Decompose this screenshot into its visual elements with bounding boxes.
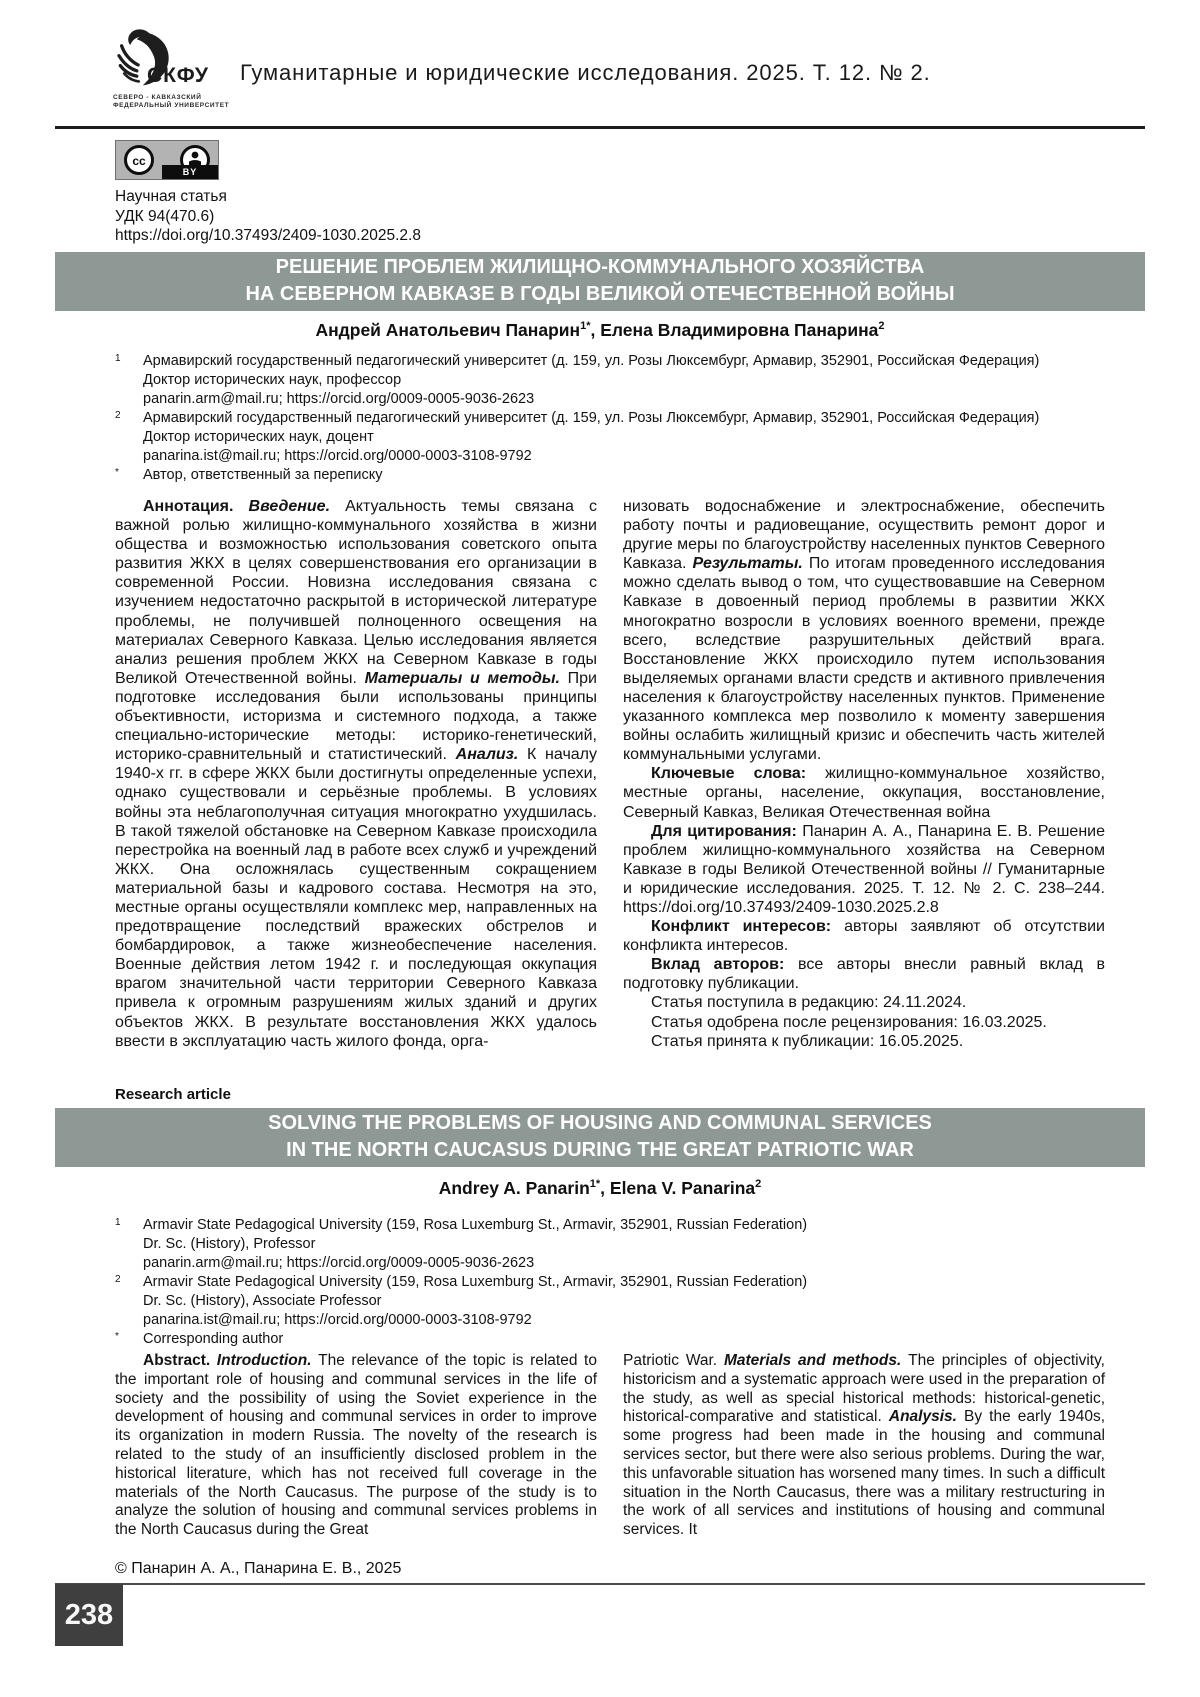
page-number: 238 (64, 1598, 114, 1631)
article-title-en-line2: IN THE NORTH CAUCASUS DURING THE GREAT PATRIOTIC WAR (286, 1139, 914, 1161)
affiliation-line: panarina.ist@mail.ru; https://orcid.org/0000-0003-3108-9792 (143, 1312, 532, 1328)
journal-header (55, 0, 1145, 129)
article-title-en-line1: SOLVING THE PROBLEMS OF HOUSING AND COMMUNAL SERVICES (268, 1112, 932, 1134)
page-number-badge (55, 1584, 123, 1646)
article-title-ru-line1: РЕШЕНИЕ ПРОБЛЕМ ЖИЛИЩНО-КОММУНАЛЬНОГО ХОЗЯЙСТВА (275, 256, 925, 278)
affiliation-en-1 (115, 1216, 1110, 1273)
abstract-en (115, 1352, 1105, 1540)
affiliation-line: panarin.arm@mail.ru; https://orcid.org/0009-0005-9036-2623 (143, 1255, 535, 1271)
affiliation-line: Armavir State Pedagogical University (159, Rosa Luxemburg St., Armavir, 352901, Russian Federation) (143, 1274, 808, 1290)
udc-code: УДК 94(470.6) (115, 207, 215, 225)
affiliation-line: Автор, ответственный за переписку (143, 467, 383, 483)
affiliation-marker: 2 (115, 410, 121, 421)
abstract-ru-col2: низовать водоснабжение и электроснабжение, обеспечить работу почты и радиовещание, осуществить ремонт дорог и другие меры по благоустройству населенных пунктов Северного Кавказа. Результаты. По итогам проведенного исследования можно сделать вывод о том, что существовавшие на Северном Кавказе в довоенный период проблемы в развитии ЖКХ многократно возросли в условиях военного времени, прежде всего, вследствие разрушительных действий врага. Восстановление ЖКХ происходило путем использования выделяемых органами власти средств и активного привлечения населения к благоустройству населенных пунктов. Применение указанного комплекса мер позволило к моменту завершения войны ослабить жилищный кризис и обеспечить часть жителей коммунальными услугами. Ключевые слова: жилищно-коммунальное хозяйство, местные органы, население, оккупация, восстановление, Северный Кавказ, Великая Отечественная война Для цитирования: Панарин А. А., Панарина Е. В. Решение проблем жилищно-коммунального хозяйства на Северном Кавказе в годы Великой Отечественной войны // Гуманитарные и юридические исследования. 2025. Т. 12. № 2. С. 238–244. https://doi.org/10.37493/2409-1030.2025.2.8 Конфликт интересов: авторы заявляют об отсутствии конфликта интересов. Вклад авторов: все авторы внесли равный вклад в подготовку публикации. Статья поступила в редакцию: 24.11.2024. Статья одобрена после рецензирования: 16.03.2025. Статья принята к публикации: 16.05.2025. (623, 498, 1106, 1050)
affiliations-en (115, 1216, 1110, 1350)
article-meta-ru (115, 140, 735, 246)
article-title-ru-line2: НА СЕВЕРНОМ КАВКАЗЕ В ГОДЫ ВЕЛИКОЙ ОТЕЧЕСТВЕННОЙ ВОЙНЫ (245, 283, 955, 305)
abstract-en-col1: Abstract. Introduction. The relevance of the topic is related to the important role of housing and communal services in the life of society and the possibility of using the Soviet experience in the development of housing and communal services in order to improve its organization in modern Russia. The novelty of the research is related to the study of an insufficiently disclosed problem in the historical literature, which has not received full coverage in the materials of the North Caucasus. The purpose of the study is to analyze the solution of housing and communal services problems in the North Caucasus during the Great (115, 1352, 597, 1539)
affiliation-line: Armavir State Pedagogical University (159, Rosa Luxemburg St., Armavir, 352901, Russian Federation) (143, 1217, 808, 1233)
affiliation-line: panarina.ist@mail.ru; https://orcid.org/0000-0003-3108-9792 (143, 448, 532, 464)
affiliation-ru-2 (115, 409, 1110, 466)
article-title-en (55, 1108, 1145, 1167)
affiliation-line: Dr. Sc. (History), Professor (143, 1236, 316, 1252)
abstract-ru (115, 497, 1105, 1051)
affiliation-line: Армавирский государственный педагогический университет (д. 159, ул. Розы Люксембург, Армавир, 352901, Российская Федерация) (143, 410, 1040, 426)
cc-by-label: BY (162, 165, 218, 179)
logo-university-name: СЕВЕРО - КАВКАЗСКИЙ ФЕДЕРАЛЬНЫЙ УНИВЕРСИТЕТ (113, 94, 230, 109)
article-title-ru (55, 252, 1145, 311)
copyright-line: © Панарин А. А., Панарина Е. В., 2025 (115, 1560, 402, 1577)
authors-en: Andrey A. Panarin$^{1*}$, Elena V. Panarina$^2$ (438, 1178, 762, 1198)
affiliation-line: Corresponding author (143, 1331, 284, 1347)
corresponding-author-note-ru (115, 466, 1110, 486)
affiliation-marker: * (115, 1331, 119, 1342)
corresponding-author-note-en (115, 1330, 1110, 1350)
affiliation-line: Доктор исторических наук, доцент (143, 429, 374, 445)
cc-icon (123, 144, 155, 181)
affiliation-line: Армавирский государственный педагогический университет (д. 159, ул. Розы Люксембург, Армавир, 352901, Российская Федерация) (143, 353, 1040, 369)
authors-ru: Андрей Анатольевич Панарин$^{1*}$, Елена Владимировна Панарина$^2$ (315, 320, 885, 340)
affiliation-marker: * (115, 467, 119, 478)
affiliation-marker: 2 (115, 1274, 121, 1285)
logo-acronym: СКФУ (147, 64, 209, 87)
abstract-ru-col1: Аннотация. Введение. Актуальность темы связана с важной ролью жилищно-коммунального хозяйства в жизни общества и возможностью использования советского опыта развития ЖКХ в целях совершенствования его организации в современной России. Новизна исследования связана с изучением недостаточно раскрытой в исторической литературе проблемы, не получившей полноценного освещения на материалах Северного Кавказа. Целью исследования является анализ решения проблем ЖКХ на Северном Кавказе в годы Великой Отечественной войны. Материалы и методы. При подготовке исследования были использованы принципы объективности, историзма и системного подхода, а также специально-исторические методы: историко-генетический, историко-сравнительный и статистический. Анализ. К началу 1940-х гг. в сфере ЖКХ были достигнуты определенные успехи, однако существовали и серьёзные проблемы. В условиях войны эта неблагополучная ситуация многократно ухудшилась. В такой тяжелой обстановке на Северном Кавказе происходила перестройка на военный лад в работе всех служб и учреждений ЖКХ. Она осложнялась существенным сокращением материальной базы и кадрового состава. Несмотря на это, местные органы осуществляли комплекс мер, направленных на предотвращение последствий вражеских обстрелов и бомбардировок, а также жизнеобеспечение населения. Военные действия летом 1942 г. и последующая оккупация врагом значительной части территории Северного Кавказа привела к огромным разрушениям жилых зданий и других объектов ЖКХ. В результате восстановления ЖКХ удалось ввести в эксплуатацию часть жилого фонда, орга- (115, 498, 598, 1050)
affiliation-line: Dr. Sc. (History), Associate Professor (143, 1293, 382, 1309)
doi-link[interactable]: https://doi.org/10.37493/2409-1030.2025.2.8 (115, 227, 421, 244)
affiliation-ru-1 (115, 352, 1110, 409)
cc-by-license-badge[interactable] (115, 140, 219, 180)
affiliation-marker: 1 (115, 1217, 121, 1228)
affiliation-line: Доктор исторических наук, профессор (143, 372, 402, 388)
abstract-en-col2: Patriotic War. Materials and methods. The principles of objectivity, historicism and a systematic approach were used in the preparation of the study, as well as special historical methods: historical-genetic, historical-comparative and statistical. Analysis. By the early 1940s, some progress had been made in the housing and communal services sector, but there were also serious problems. During the war, this unfavorable situation has worsened many times. In such a difficult situation in the North Caucasus, there was a military restructuring in the work of all services and institutions of housing and communal services. It (623, 1352, 1105, 1539)
affiliation-marker: 1 (115, 353, 121, 364)
affiliation-en-2 (115, 1273, 1110, 1330)
affiliation-line: panarin.arm@mail.ru; https://orcid.org/0009-0005-9036-2623 (143, 391, 535, 407)
svg-text:cc: cc (132, 154, 146, 168)
affiliations-ru (115, 352, 1110, 486)
footer-rule (55, 1583, 1145, 1585)
journal-title: Гуманитарные и юридические исследования. 2025. Т. 12. № 2. (240, 60, 931, 85)
article-type-en: Research article (115, 1086, 231, 1103)
article-type-ru: Научная статья (115, 188, 227, 205)
